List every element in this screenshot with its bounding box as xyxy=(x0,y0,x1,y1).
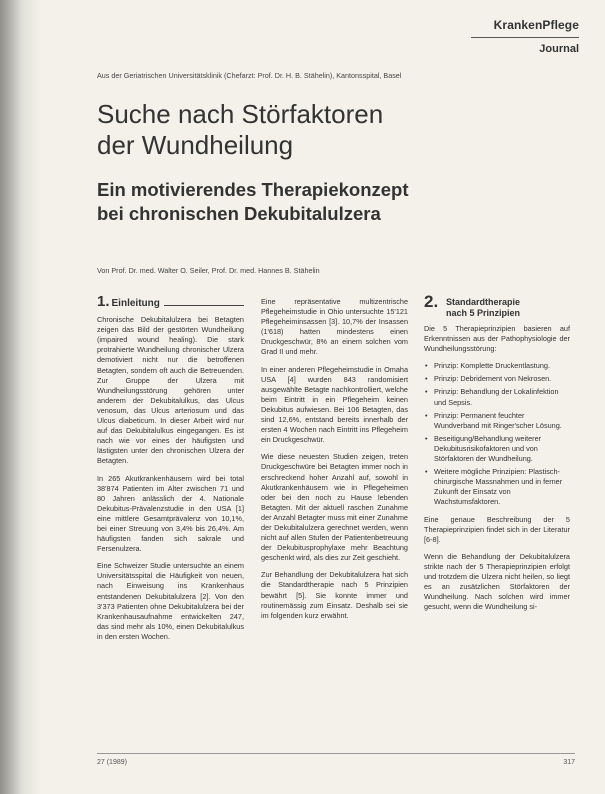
section-number: 2. xyxy=(424,292,439,311)
brand-divider xyxy=(471,37,579,38)
authors: Von Prof. Dr. med. Walter O. Seiler, Prof. Dr. med. Hannes B. Stähelin xyxy=(97,266,320,275)
section-title: Einleitung xyxy=(111,298,160,309)
brand-name: KrankenPflege xyxy=(493,18,579,32)
article-title xyxy=(97,99,383,161)
section-title-line-2: nach 5 Prinzipien xyxy=(446,308,521,318)
section-heading-introduction xyxy=(97,293,244,310)
heading-rule xyxy=(164,305,244,306)
paragraph: Eine Schweizer Studie untersuchte an einem Universitätsspital die Häufigkeit von neuen, nach Einweisung ins Krankenhaus entstandenen Dekubitalulzera [2]. Von den 3'373 Patienten ohne Dekubitalulzera bei der Krankenhausaufnahme entwickelten 247, das sind mehr als 10%, einen Dekubitalulkus in den ersten Wochen. xyxy=(97,561,244,641)
subtitle-line-1: Ein motivierendes Therapiekonzept xyxy=(97,179,409,200)
list-item: • Prinzip: Komplette Druckentlastung. xyxy=(424,361,570,371)
title-line-2: der Wundheilung xyxy=(97,130,294,160)
paragraph: Wie diese neuesten Studien zeigen, treten Druckgeschwüre bei Betagten immer noch in erschreckend hoher Anzahl auf, sowohl in Akutkrankenhäusern wie in Pflegeheimen oder bei den noch zu Hause lebenden Betagten. Mit der aktuell raschen Zunahme der Anzahl Betagter muss mit einer Zunahme der Dekubitalulzera gerechnet werden, wenn nicht auf allen Stufen der Patientenbetreuung der Dekubitusprophylaxe mehr Beachtung geschenkt wird, als dies zur Zeit geschieht. xyxy=(261,452,408,563)
list-item: • Prinzip: Behandlung der Lokalinfektion und Sepsis. xyxy=(424,387,570,407)
issue-number: 27 (1989) xyxy=(97,759,127,766)
section-number: 1. xyxy=(97,293,110,310)
footer-divider xyxy=(97,753,575,754)
column-1 xyxy=(97,293,244,649)
paragraph: Chronische Dekubitalulzera bei Betagten zeigen das Bild der gestörten Wundheilung (impaired wound healing). Die stark protrahierte Wundheilung chronischer Ulzera demotiviert nicht nur die betroffenen Betagten, sondern oft auch die Betreuenden. Zur Gruppe der Ulzera mit Wundheilungsstörung gehören unter anderem der Dekubitalulkus, das Ulcus venosum, das Ulcus arteriosum und das Ulcus diabeticum. In dieser Arbeit wird nur auf das Dekubitalulkus eingegangen. Es ist nach wie vor eines der häufigsten und lästigsten unter den chronischen Ulzera der Betagten. xyxy=(97,315,244,466)
list-item: • Beseitigung/Behandlung weiterer Dekubitusrisikofaktoren und von Störfaktoren der Wundheilung. xyxy=(424,434,570,464)
paragraph: Eine genaue Beschreibung der 5 Therapieprinzipien findet sich in der Literatur [6-8]. xyxy=(424,514,570,544)
subtitle-line-2: bei chronischen Dekubitalulzera xyxy=(97,203,381,224)
paragraph: In 265 Akutkrankenhäusern wird bei total 38'874 Patienten im Alter zwischen 71 und 80 Jahren anlässlich der 4. Nationale Dekubitus-Prävalenzstudie in den USA [1] eine mittlere Gesamtprävalenz von 10,1%, bei einer Streuung von 3,4% bis 26,4%. Am häufigsten fanden sich sakrale und Fersenulzera. xyxy=(97,473,244,554)
section-title-line-1: Standardtherapie xyxy=(446,297,521,307)
list-item: • Weitere mögliche Prinzipien: Plastisch-chirurgische Massnahmen und in ferner Zukunft der Einsatz von Wachstumsfaktoren. xyxy=(424,467,570,507)
paragraph: Zur Behandlung der Dekubitalulzera hat sich die Standardtherapie nach 5 Prinzipien bewährt [5]. Sie konnte immer und routinemässig zum Einsatz. Deshalb sei sie im folgenden kurz erwähnt. xyxy=(261,570,408,620)
section-heading-standardtherapie xyxy=(424,292,570,319)
affiliation: Aus der Geriatrischen Universitätsklinik (Chefarzt: Prof. Dr. H. B. Stähelin), Kantonsspital, Basel xyxy=(97,71,402,80)
journal-brand xyxy=(471,18,579,55)
column-3 xyxy=(424,292,570,619)
title-line-1: Suche nach Störfaktoren xyxy=(97,99,384,129)
page-gutter-shadow xyxy=(0,0,40,794)
paragraph: Eine repräsentative multizentrische Pflegeheimstudie in Ohio untersuchte 15'121 Pflegeheiminsassen [3]. 10,7% der Insassen (1'618) hatten mindestens einen Druckgeschwür, 8% an einem solchen vom Grad II und mehr. xyxy=(261,297,408,357)
list-item: • Prinzip: Permanent feuchter Wundverband mit Ringer'scher Lösung. xyxy=(424,411,570,431)
column-2 xyxy=(261,297,408,628)
list-item: • Prinzip: Debridement von Nekrosen. xyxy=(424,374,570,384)
principles-list xyxy=(424,361,570,507)
section-title xyxy=(446,297,520,319)
page-number: 317 xyxy=(563,759,575,766)
article-subtitle xyxy=(97,178,409,226)
brand-subtitle: Journal xyxy=(539,43,579,55)
paragraph: Wenn die Behandlung der Dekubitalulzera strikte nach der 5 Therapieprinzipien erfolgt und trotzdem die Ulzera nicht heilen, so liegt es an zusätzlichen Störfaktoren der Wundheilung. Nach solchen wird immer gesucht, wenn die Wundheilung si- xyxy=(424,551,570,612)
paragraph: Die 5 Therapieprinzipien basieren auf Erkenntnissen aus der Pathophysiologie der Wundheilungsstörung: xyxy=(424,324,570,354)
paragraph: In einer anderen Pflegeheimstudie in Omaha USA [4] wurden 843 randomisiert ausgewählte Betagte nachkontrolliert, welche beim Eintritt in ein Pflegeheim keinen Dekubitus aufwiesen. Bei 106 Betagten, das sind 12,6%, entstand bereits innerhalb der ersten 4 Wochen nach Eintritt ins Pflegeheim ein Druckgeschwür. xyxy=(261,364,408,445)
